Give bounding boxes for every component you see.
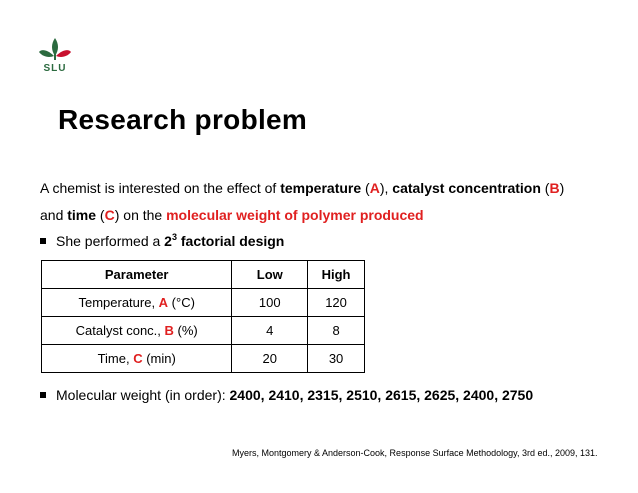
table-cell-high: 8 xyxy=(308,317,365,345)
table-cell-high: 120 xyxy=(308,289,365,317)
table-header: Parameter xyxy=(42,261,232,289)
page-title: Research problem xyxy=(58,104,308,135)
table-cell-parameter xyxy=(42,345,232,373)
parameter-unit: (%) xyxy=(173,323,198,338)
intro-text: ( xyxy=(361,180,370,196)
parameter-table xyxy=(41,260,365,373)
intro-line-1 xyxy=(40,180,564,196)
intro-text: ), xyxy=(379,180,393,196)
citation-footer: Myers, Montgomery & Anderson-Cook, Response Surface Methodology, 3rd ed., 2009, 131. xyxy=(232,448,598,458)
bullet-text: She performed a xyxy=(56,233,165,249)
bullet-design xyxy=(40,233,284,249)
factor-catalyst: catalyst concentration xyxy=(392,180,541,196)
molecular-weight-values: 2400, 2410, 2315, 2510, 2615, 2625, 2400, 2750 xyxy=(229,387,534,403)
intro-text: and xyxy=(40,207,68,223)
table-row xyxy=(42,317,365,345)
parameter-unit: (°C) xyxy=(168,295,195,310)
factor-label-c: C xyxy=(104,207,115,223)
parameter-name: Temperature, xyxy=(78,295,159,310)
parameter-letter: A xyxy=(158,295,169,310)
bullet-icon xyxy=(40,392,46,398)
table-cell-high: 30 xyxy=(308,345,365,373)
table-header: High xyxy=(308,261,365,289)
table-cell-low: 100 xyxy=(232,289,308,317)
parameter-unit: (min) xyxy=(142,351,176,366)
intro-text: ) xyxy=(559,180,565,196)
intro-text: A chemist is interested on the effect of xyxy=(40,180,281,196)
bullet-icon xyxy=(40,238,46,244)
table-cell-parameter xyxy=(42,317,232,345)
design-exponent: 3 xyxy=(171,232,177,242)
intro-text: ) on the xyxy=(114,207,167,223)
bullet-molecular-weight xyxy=(40,387,533,403)
factor-time: time xyxy=(67,207,97,223)
factor-label-b: B xyxy=(549,180,560,196)
factor-temperature: temperature xyxy=(280,180,362,196)
table-header-row xyxy=(42,261,365,289)
design-base: 2 xyxy=(164,233,172,249)
factor-label-a: A xyxy=(369,180,380,196)
table-row xyxy=(42,289,365,317)
bullet-text: Molecular weight (in order): xyxy=(56,387,230,403)
table-cell-low: 20 xyxy=(232,345,308,373)
parameter-name: Time, xyxy=(97,351,134,366)
response-variable: molecular weight of polymer produced xyxy=(166,207,424,223)
intro-text: ( xyxy=(540,180,550,196)
logo-text: SLU xyxy=(43,63,67,74)
table-row xyxy=(42,345,365,373)
table-cell-parameter xyxy=(42,289,232,317)
intro-text: ( xyxy=(96,207,105,223)
table-header: Low xyxy=(232,261,308,289)
parameter-name: Catalyst conc., xyxy=(75,323,165,338)
intro-line-2 xyxy=(40,207,424,223)
table-cell-low: 4 xyxy=(232,317,308,345)
design-name: factorial design xyxy=(176,233,285,249)
parameter-letter: B xyxy=(164,323,174,338)
parameter-letter: C xyxy=(133,351,143,366)
